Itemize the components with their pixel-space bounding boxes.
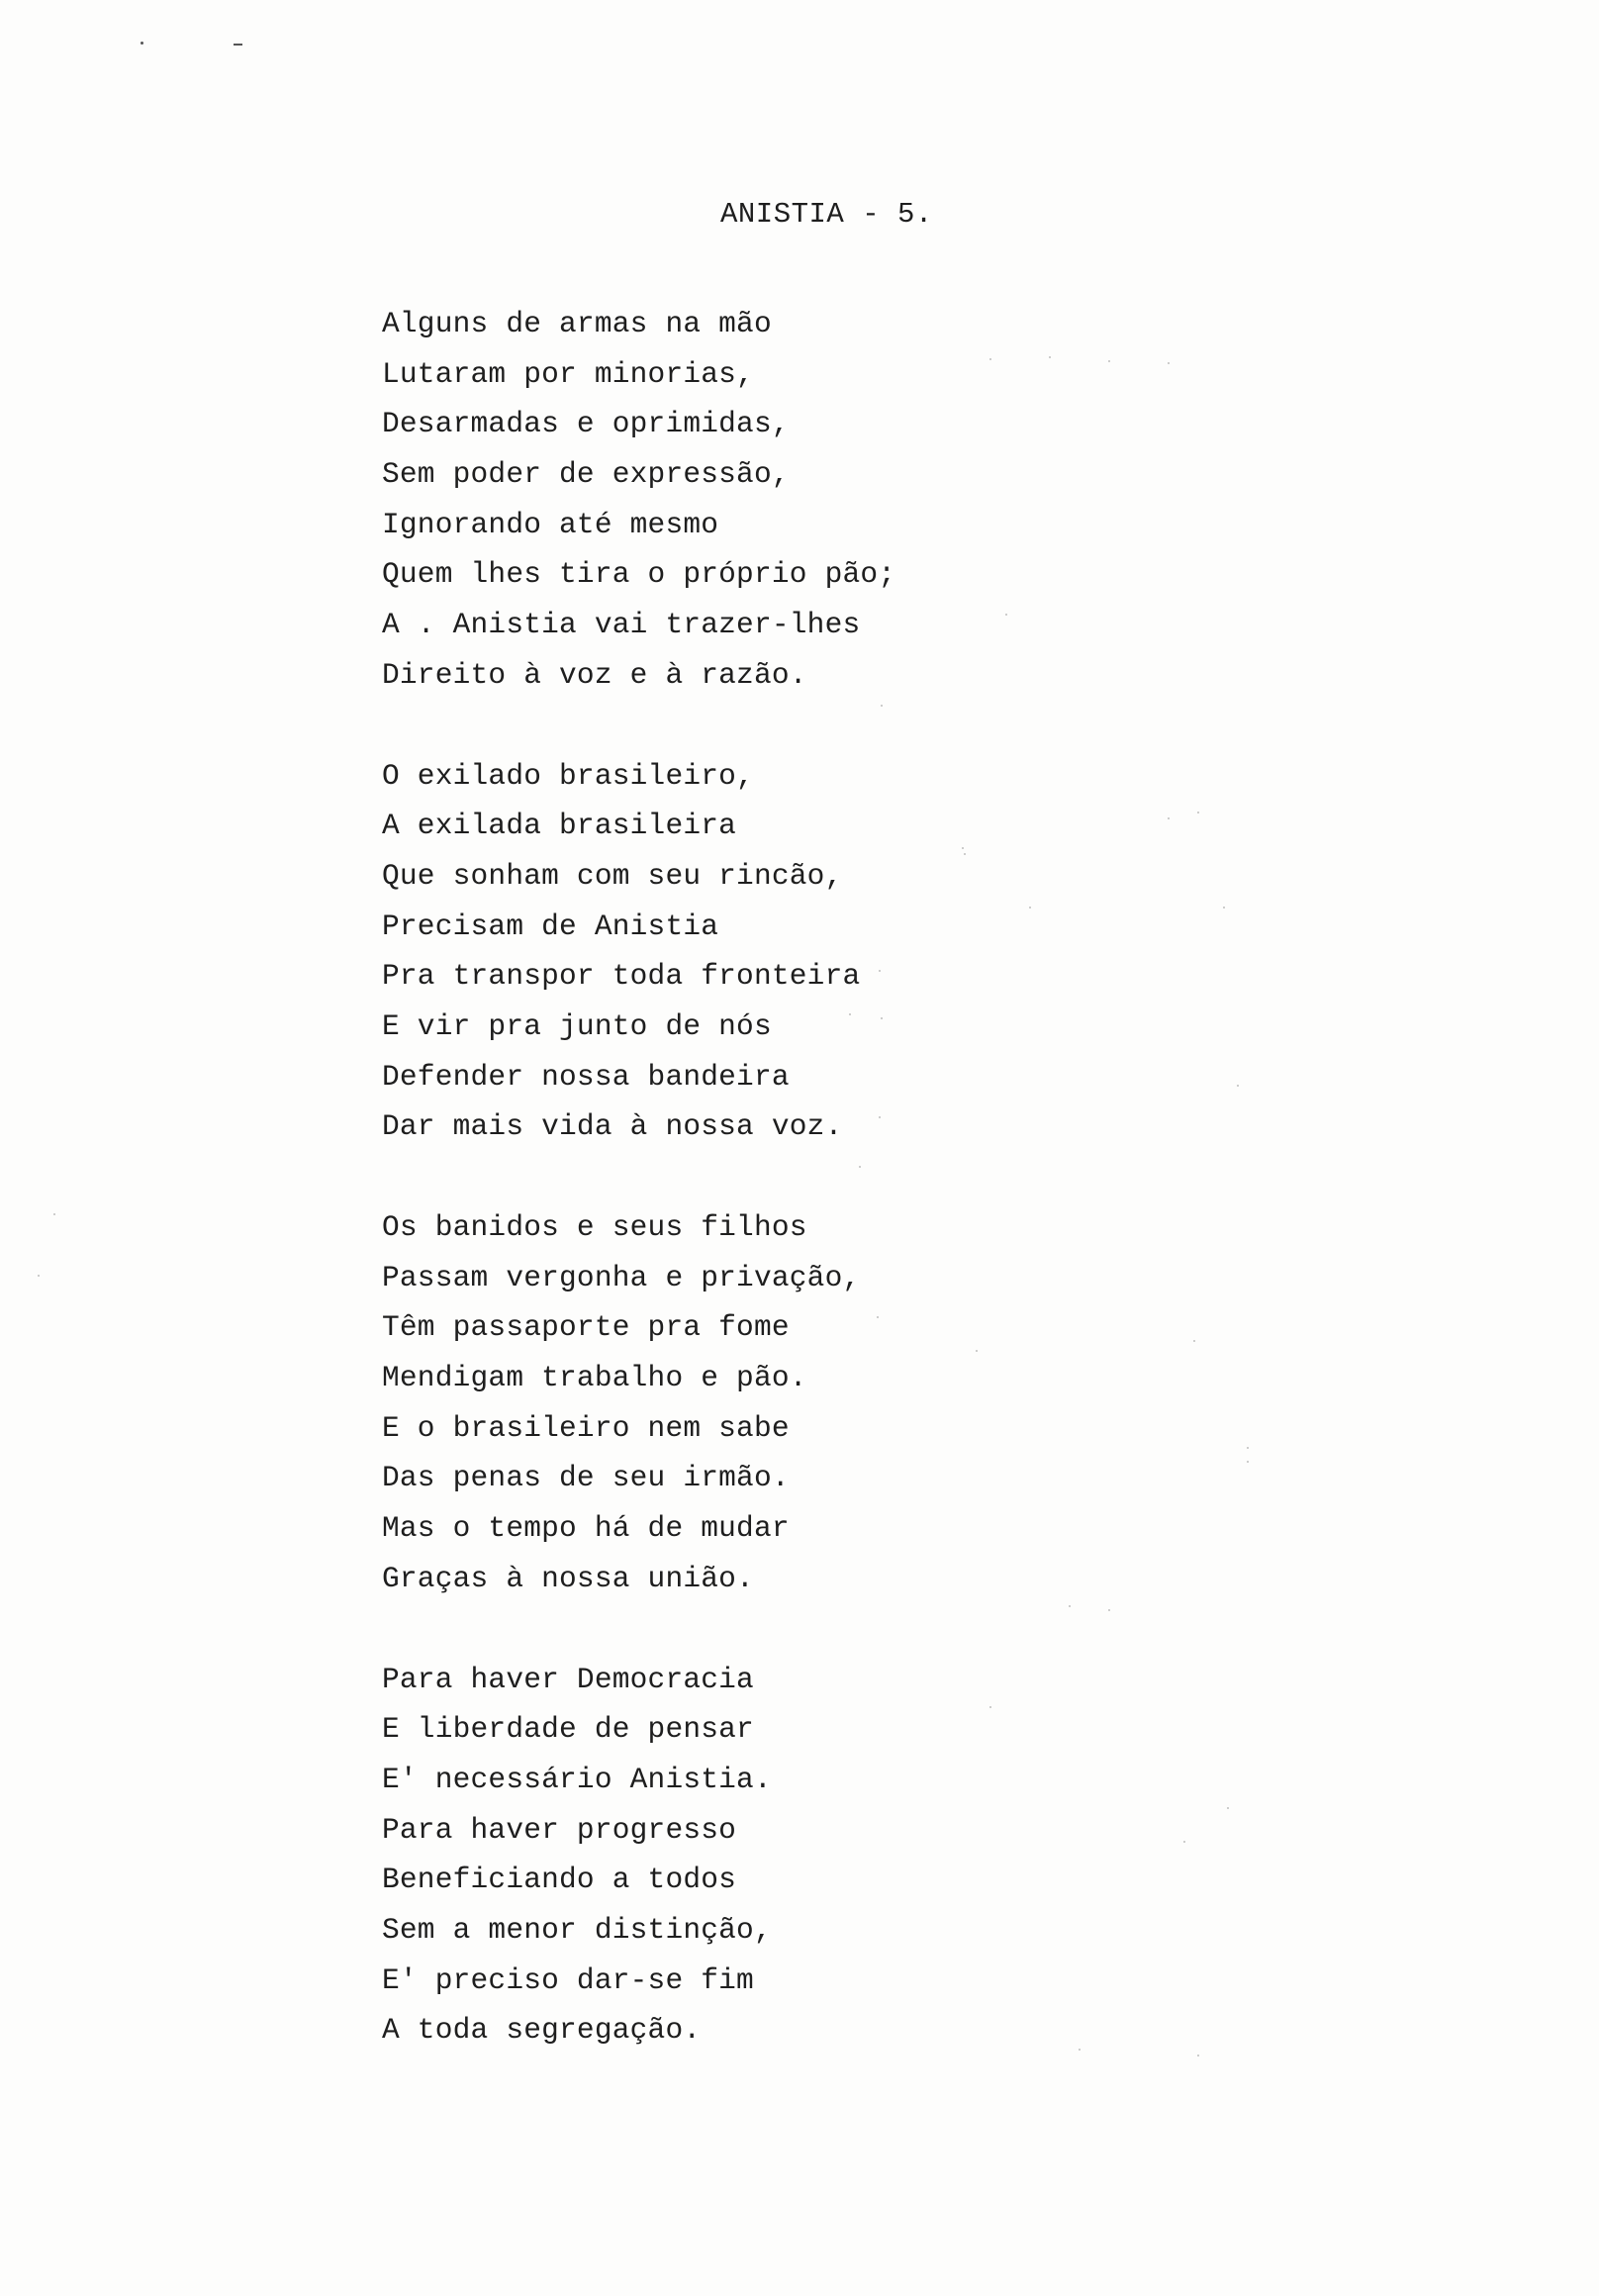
scan-noise <box>1108 1609 1110 1611</box>
poem-line: A exilada brasileira <box>382 809 737 843</box>
poem-line: E vir pra junto de nós <box>382 1008 772 1043</box>
poem-line: Direito à voz e à razão. <box>382 657 807 692</box>
poem-line: Sem a menor distinção, <box>382 1912 772 1947</box>
scan-noise <box>1029 907 1031 909</box>
scan-noise <box>1168 817 1170 819</box>
poem-line: Defender nossa bandeira <box>382 1059 790 1094</box>
scan-noise <box>1197 2055 1199 2057</box>
poem-line: Que sonham com seu rincão, <box>382 858 843 893</box>
stanza <box>382 1655 895 2057</box>
scan-noise <box>1193 1340 1195 1342</box>
scan-noise <box>962 847 964 849</box>
poem-line: Dar mais vida à nossa voz. <box>382 1109 843 1144</box>
poem-line: Os banidos e seus filhos <box>382 1210 807 1244</box>
poem-line: A toda segregação. <box>382 2013 702 2048</box>
poem-line: Para haver Democracia <box>382 1662 754 1696</box>
scan-noise <box>1168 362 1170 364</box>
scan-noise <box>1049 356 1051 358</box>
poem-line: Desarmadas e oprimidas, <box>382 407 790 441</box>
poem-line: Mendigam trabalho e pão. <box>382 1361 807 1395</box>
scan-speck <box>234 44 242 46</box>
scan-noise <box>38 1275 40 1277</box>
poem-line: Quem lhes tira o próprio pão; <box>382 557 896 592</box>
poem-line: E' necessário Anistia. <box>382 1762 772 1796</box>
scan-noise <box>1079 2049 1081 2051</box>
poem-line: E' preciso dar-se fim <box>382 1962 754 1997</box>
poem-line: E liberdade de pensar <box>382 1712 754 1747</box>
poem-line: Pra transpor toda fronteira <box>382 959 861 994</box>
poem-line: Das penas de seu irmão. <box>382 1461 790 1495</box>
poem-line: E o brasileiro nem sabe <box>382 1410 790 1445</box>
scan-noise <box>1247 1461 1249 1463</box>
scan-noise <box>964 853 966 855</box>
poem-line: O exilado brasileiro, <box>382 758 754 793</box>
poem-line: Passam vergonha e privação, <box>382 1260 861 1294</box>
stanza <box>382 751 895 1153</box>
poem-line: Ignorando até mesmo <box>382 507 719 541</box>
scan-noise <box>976 1350 978 1352</box>
poem-line: Mas o tempo há de mudar <box>382 1511 790 1546</box>
scan-noise <box>989 358 991 360</box>
scan-noise <box>1069 1605 1071 1607</box>
scan-noise <box>1197 812 1199 813</box>
poem-line: Alguns de armas na mão <box>382 307 772 340</box>
scan-noise <box>989 1706 991 1708</box>
page-title: ANISTIA - 5. <box>720 198 933 231</box>
poem-line: Graças à nossa união. <box>382 1561 754 1595</box>
scan-noise <box>1108 360 1110 362</box>
stanza <box>382 299 895 701</box>
poem-line: Precisam de Anistia <box>382 909 719 943</box>
scan-noise <box>1223 907 1225 909</box>
poem-line: Têm passaporte pra fome <box>382 1310 790 1345</box>
poem <box>382 299 895 2106</box>
poem-line: Sem poder de expressão, <box>382 457 790 492</box>
scan-noise <box>1005 614 1007 616</box>
scan-noise <box>53 1213 55 1215</box>
scan-noise <box>1247 1447 1249 1449</box>
scan-noise <box>1227 1807 1229 1809</box>
scan-speck <box>141 42 143 45</box>
scan-noise <box>1237 1085 1239 1087</box>
poem-line: Lutaram por minorias, <box>382 356 754 391</box>
scan-noise <box>1183 1841 1185 1843</box>
stanza <box>382 1202 895 1604</box>
poem-line: Para haver progresso <box>382 1812 737 1847</box>
poem-line: Beneficiando a todos <box>382 1863 737 1897</box>
poem-line: A . Anistia vai trazer-lhes <box>382 608 861 642</box>
